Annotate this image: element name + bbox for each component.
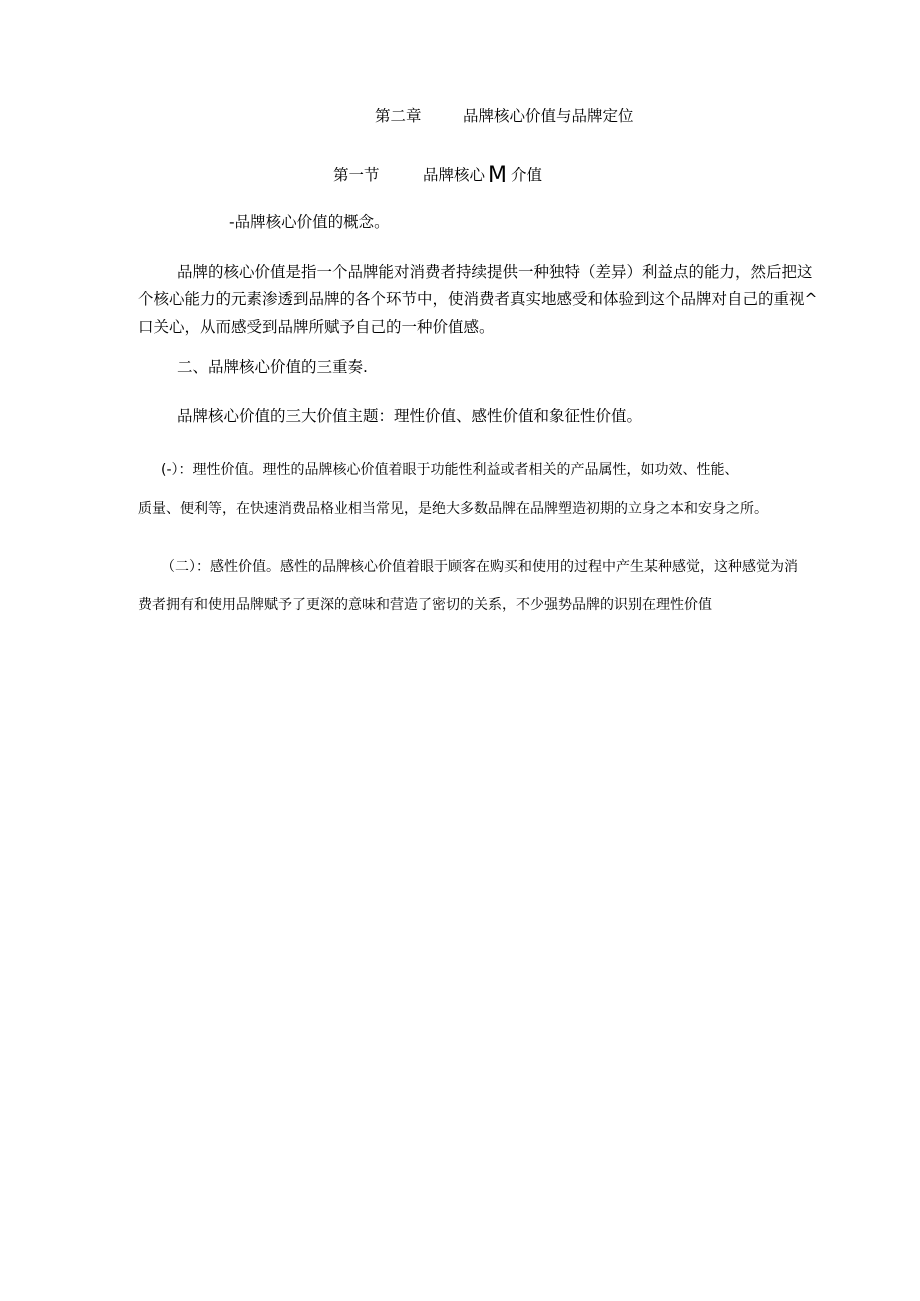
section-title-m: M xyxy=(488,163,507,188)
chapter-title: 品牌核心价值与品牌定位 xyxy=(463,107,634,125)
rational-value-line-1: (-）：理性价值。理性的品牌核心价值着眼于功能性利益或者相关的产品属性，如功效、性能、 xyxy=(161,462,739,478)
section-title-part2: 介值 xyxy=(511,166,543,184)
section-number: 第一节 xyxy=(333,166,380,184)
definition-line-1: 品牌的核心价值是指一个品牌能对消费者持续提供一种独特（差异）利益点的能力，然后把这 xyxy=(177,263,813,281)
section-title xyxy=(423,165,542,186)
definition-line-3: 口关心，从而感受到品牌所赋予自己的一种价值感。 xyxy=(138,318,495,336)
section-title-part1: 品牌核心 xyxy=(423,166,486,184)
three-themes-paragraph: 品牌核心价值的三大价值主题：理性价值、感性价值和象征性价值。 xyxy=(177,407,643,425)
definition-line-2: 个核心能力的元素渗透到品牌的各个环节中，使消费者真实地感受和体验到这个品牌对自己的重视^ xyxy=(138,290,818,308)
rational-value-line-2: 质量、便利等，在快速消费品格业相当常见，是绝大多数品牌在品牌塑造初期的立身之本和安身之所。 xyxy=(138,501,768,517)
emotional-value-line-1: （二）：感性价值。感性的品牌核心价值着眼于顾客在购买和使用的过程中产生某种感觉，这种感觉为消 xyxy=(161,559,798,575)
chapter-number: 第二章 xyxy=(375,107,422,125)
emotional-value-line-2: 费者拥有和使用品牌赋予了更深的意味和营造了密切的关系，不少强势品牌的识别在理性价值 xyxy=(138,597,712,613)
triple-heading: 二、品牌核心价值的三重奏. xyxy=(177,358,368,376)
concept-heading: -品牌核心价值的概念。 xyxy=(229,213,390,231)
